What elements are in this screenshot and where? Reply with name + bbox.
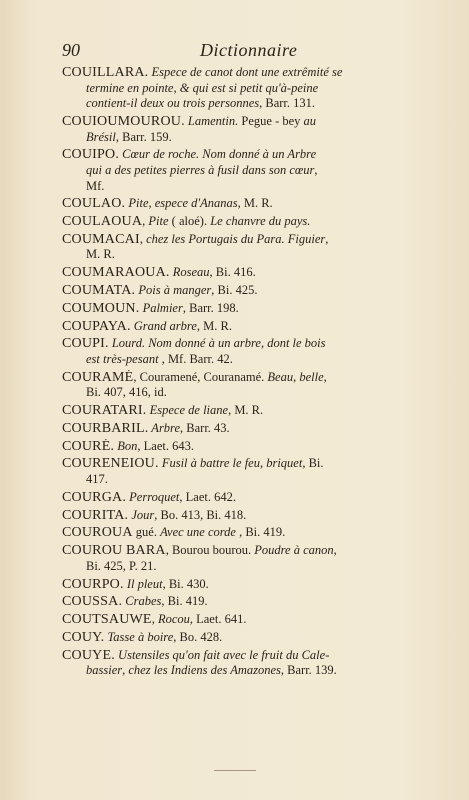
entry-line (62, 594, 447, 610)
headword: COURAMÉ (62, 369, 134, 385)
headword: COURÉ. (62, 438, 115, 454)
reference-text: Pegue - bey (238, 113, 304, 128)
entry-line (62, 630, 447, 646)
headword: COUMOUN. (62, 300, 140, 316)
entry-continuation-line (62, 130, 447, 146)
definition-text: Jour (128, 507, 155, 522)
reference-text: , Bi. 419. (161, 594, 208, 609)
definition-text: Avec une corde (160, 525, 236, 540)
reference-text: , (122, 663, 129, 678)
reference-text: , Barr. 159. (115, 129, 172, 144)
reference-text: , (325, 231, 329, 246)
headword: COUSSA. (62, 594, 123, 610)
entry-continuation-line (62, 472, 447, 488)
definition-text: Pois à manger (135, 283, 212, 298)
entry-line (62, 508, 447, 524)
entry-continuation-line (62, 663, 447, 679)
definition-text: briquet (266, 456, 303, 471)
definition-text: Perroquet (126, 489, 180, 504)
headword: COURBARIL. (62, 420, 149, 436)
entry-line (62, 265, 447, 281)
reference-text: Mf. (86, 178, 105, 193)
headword: COUMATA. (62, 283, 136, 299)
dictionary-entry (62, 232, 447, 263)
definition-text: Palmier (139, 300, 183, 315)
reference-text: , (333, 543, 337, 558)
reference-text: , (314, 162, 318, 177)
reference-text: , (293, 369, 300, 384)
reference-text: , Bi. 419. (235, 525, 286, 540)
reference-text: , (142, 214, 149, 229)
headword: COULAOUA (62, 214, 143, 230)
reference-text: , M. R. (228, 403, 264, 418)
headword: COUPI. (62, 336, 109, 352)
definition-text: Poudre à canon (254, 543, 334, 558)
entry-line (62, 319, 447, 335)
dictionary-entry (62, 490, 447, 506)
reference-text: , Barr. 139. (280, 663, 337, 678)
entry-line (62, 456, 447, 472)
entry-continuation-line (62, 179, 447, 195)
reference-text: ( aloé). (168, 214, 211, 229)
entry-line (62, 490, 447, 506)
definition-text: contient-il deux ou trois personnes (86, 96, 260, 111)
reference-text: , Barr. 131. (259, 96, 316, 111)
dictionary-entry (62, 114, 447, 145)
dictionary-entry (62, 196, 447, 212)
definition-text: Bon (114, 438, 138, 453)
dictionary-entry (62, 456, 447, 487)
page-header (62, 40, 429, 64)
dictionary-entry (62, 630, 447, 646)
definition-text: Lamentin. (184, 113, 239, 128)
dictionary-entry (62, 577, 447, 593)
headword: COUMARAOUA. (62, 265, 170, 281)
reference-text: , Laet. 642. (179, 489, 236, 504)
dictionary-entry (62, 403, 447, 419)
dictionary-entry (62, 525, 447, 541)
tail-ornament-rule (214, 770, 256, 771)
headword: COUTSAUWE (62, 612, 152, 628)
headword: COULAO. (62, 196, 126, 212)
reference-text: , Bourou bourou. (165, 543, 255, 558)
definition-text: qui a des petites pierres à fusil dans son cœur (86, 162, 315, 177)
reference-text: , Bi. 425. (211, 283, 258, 298)
reference-text: , Bi. (302, 456, 324, 471)
dictionary-entry (62, 648, 447, 679)
entry-line (62, 648, 447, 664)
definition-text: Fusil à battre le feu (158, 456, 260, 471)
reference-text: , (260, 336, 268, 351)
entry-line (62, 439, 447, 455)
definition-text: Beau (267, 369, 294, 384)
headword: COUYE. (62, 647, 115, 663)
headword: COUROUA (62, 525, 133, 541)
reference-text: , M. R. (237, 196, 273, 211)
entry-line (62, 403, 447, 419)
definition-text: est très-pesant (86, 351, 159, 366)
entry-line (62, 283, 447, 299)
headword: COUROU BARA (62, 543, 166, 559)
dictionary-entry (62, 612, 447, 628)
reference-text: 417. (86, 472, 108, 487)
headword: COURPO. (62, 576, 124, 592)
dictionary-entry (62, 370, 447, 401)
reference-text: , (139, 231, 147, 246)
definition-text: Il pleut (123, 576, 163, 591)
dictionary-entry (62, 594, 447, 610)
reference-text: , (151, 612, 158, 627)
entry-continuation-line (62, 96, 447, 112)
definition-text: belle (299, 369, 324, 384)
definition-text: Ustensiles qu'on fait avec le fruit du Cale- (114, 647, 330, 662)
entry-line (62, 214, 447, 230)
entry-line (62, 147, 447, 163)
reference-text: , Barr. 43. (180, 420, 230, 435)
entry-line (62, 421, 447, 437)
definition-text: espece d'Ananas (154, 196, 238, 211)
definition-text: Grand arbre (130, 318, 197, 333)
headword: COUMACAI (62, 231, 140, 247)
entry-line (62, 612, 447, 628)
entry-continuation-line (62, 81, 447, 97)
entry-line (62, 232, 447, 248)
dictionary-entries (62, 65, 447, 681)
definition-text: Lourd. Nom donné à un arbre (108, 336, 261, 351)
definition-text: Arbre (148, 420, 181, 435)
headword: COUIPO. (62, 147, 120, 163)
definition-text: Rocou (157, 612, 190, 627)
definition-text: Espece de canot dont une extrêmité se (148, 65, 343, 79)
running-title: Dictionnaire (200, 40, 298, 60)
reference-text: , Bi. 416. (209, 265, 256, 280)
reference-text: , Bo. 413, Bi. 418. (154, 507, 247, 522)
entry-line (62, 577, 447, 593)
dictionary-entry (62, 421, 447, 437)
definition-text: termine en pointe, & qui est si petit qu'à-peine (86, 80, 319, 95)
dictionary-entry (62, 214, 447, 230)
headword: COURITA. (62, 507, 129, 523)
dictionary-entry (62, 265, 447, 281)
dictionary-entry (62, 319, 447, 335)
headword: COUIOUMOUROU. (62, 113, 185, 129)
dictionary-entry (62, 147, 447, 194)
headword: COURATARI. (62, 403, 147, 419)
reference-text: , Couramené, Couranamé. (133, 369, 268, 384)
reference-text: , (323, 369, 327, 384)
definition-text: Tasse à boire (104, 629, 174, 644)
definition-text: au (303, 113, 317, 128)
dictionary-entry (62, 543, 447, 574)
entry-line (62, 196, 447, 212)
entry-line (62, 543, 447, 559)
definition-text: Pite (125, 196, 149, 211)
entry-continuation-line (62, 352, 447, 368)
definition-text: Le chanvre du pays. (210, 214, 311, 229)
reference-text: M. R. (86, 247, 115, 262)
entry-line (62, 336, 447, 352)
definition-text: Pite (148, 214, 169, 229)
entry-line (62, 114, 447, 130)
reference-text: , Laet. 641. (189, 612, 247, 627)
reference-text: , (148, 196, 155, 211)
dictionary-entry (62, 508, 447, 524)
reference-text: , M. R. (196, 318, 232, 333)
headword: COUPAYA. (62, 318, 131, 334)
dictionary-entry (62, 439, 447, 455)
reference-text: gué. (132, 525, 161, 540)
entry-line (62, 301, 447, 317)
definition-text: Cœur de roche. Nom donné à un Arbre (119, 147, 317, 162)
reference-text: Bi. 407, 416, id. (86, 385, 167, 400)
entry-continuation-line (62, 163, 447, 179)
dictionary-entry (62, 283, 447, 299)
entry-continuation-line (62, 247, 447, 263)
dictionary-entry (62, 65, 447, 112)
headword: COUY. (62, 629, 105, 645)
dictionary-entry (62, 336, 447, 367)
definition-text: Roseau (169, 265, 210, 280)
reference-text: , Laet. 643. (137, 438, 195, 453)
definition-text: Crabes (122, 594, 162, 609)
reference-text: , Mf. Barr. 42. (158, 351, 233, 366)
definition-text: chez les Indiens des Amazones (128, 663, 281, 678)
definition-text: bassier (86, 663, 123, 678)
dictionary-entry (62, 301, 447, 317)
reference-text: , Bi. 430. (162, 576, 209, 591)
definition-text: Brésil (86, 129, 116, 144)
reference-text: , Barr. 198. (182, 300, 239, 315)
entry-line (62, 370, 447, 386)
headword: COUILLARA. (62, 65, 149, 80)
entry-continuation-line (62, 385, 447, 401)
reference-text: Bi. 425, P. 21. (86, 558, 157, 573)
entry-line (62, 65, 447, 81)
definition-text: Espece de liane (146, 403, 229, 418)
definition-text: chez les Portugais du Para. Figuier (146, 231, 326, 246)
entry-continuation-line (62, 559, 447, 575)
reference-text: , Bo. 428. (173, 629, 223, 644)
headword: COURGA. (62, 489, 127, 505)
reference-text: , (259, 456, 267, 471)
entry-line (62, 525, 447, 541)
page-number: 90 (62, 40, 80, 60)
headword: COURENEIOU. (62, 456, 159, 472)
definition-text: dont le bois (267, 336, 326, 351)
